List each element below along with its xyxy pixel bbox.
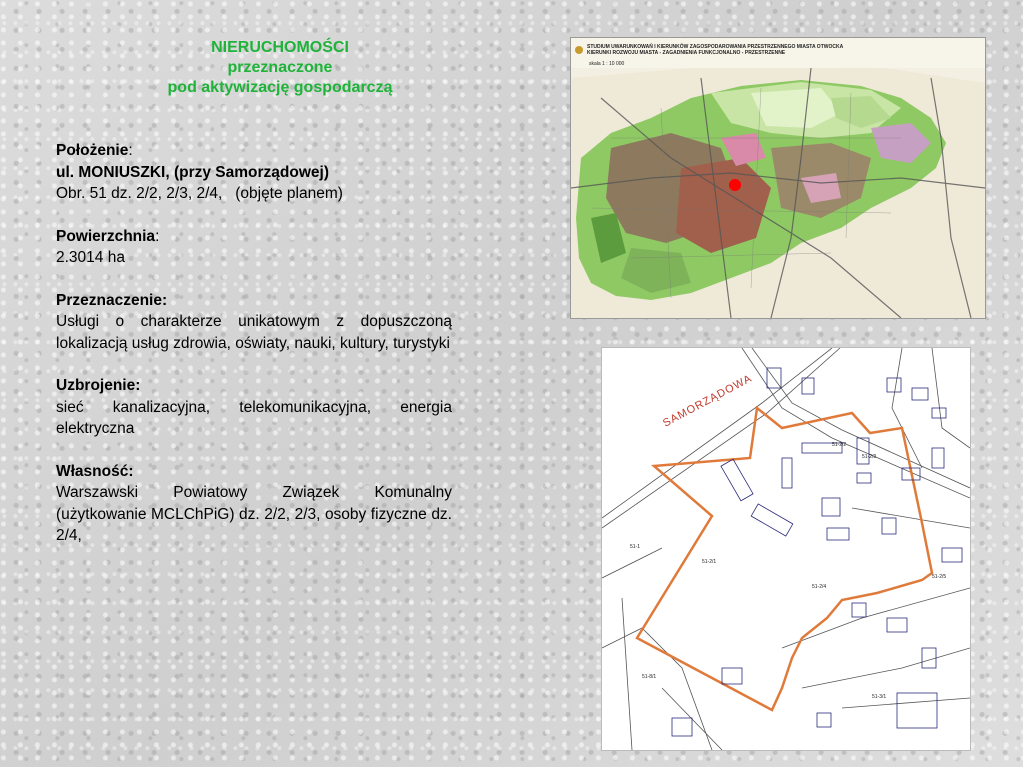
property-details [56, 140, 452, 568]
study-map-header-line-1: STUDIUM UWARUNKOWAŃ I KIERUNKÓW ZAGOSPODAROWANIA PRZESTRZENNEGO MIASTA OTWOCKA [587, 44, 844, 50]
street-label: SAMORZĄDOWA [660, 372, 755, 430]
title-line-1: NIERUCHOMOŚCI [211, 39, 349, 56]
study-map-header-line-2: KIERUNKI ROZWOJU MIASTA - ZAGADNIENIA FUNKCJONALNO - PRZESTRZENNE [587, 50, 786, 56]
svg-text:51-2/4: 51-2/4 [812, 584, 827, 590]
study-map-scale: skala 1 : 10 000 [589, 61, 625, 67]
study-map-image [570, 37, 986, 319]
utilities-label: Uzbrojenie: [56, 377, 141, 394]
area-value: 2.3014 ha [56, 249, 125, 266]
study-map-drawing [571, 38, 985, 318]
area-label: Powierzchnia [56, 227, 156, 245]
svg-text:51-2/5: 51-2/5 [932, 574, 947, 580]
svg-text:51-1: 51-1 [630, 544, 641, 550]
purpose-text: Usługi o charakterze unikatowym z dopuszczoną lokalizacją usług zdrowia, oświaty, nauki, kultury, turystyki [56, 313, 452, 352]
location-plots: Obr. 51 dz. 2/2, 2/3, 2/4, (objęte planem) [56, 185, 343, 202]
svg-text:51-3/1: 51-3/1 [872, 694, 887, 700]
parcel-map-drawing [602, 348, 970, 750]
svg-text:51-2/3: 51-2/3 [862, 454, 877, 460]
parcel-map-image [601, 347, 971, 751]
location-label: Położenie [56, 142, 129, 159]
location-marker [729, 179, 741, 191]
utilities-section [56, 375, 452, 440]
title-line-2: przeznaczone [227, 59, 333, 76]
purpose-label: Przeznaczenie: [56, 291, 168, 309]
ownership-section [56, 461, 452, 547]
svg-text:51-2/2: 51-2/2 [832, 442, 847, 448]
location-section: Położenie: ul. MONIUSZKI, (przy Samorządowej) Obr. 51 dz. 2/2, 2/3, 2/4, (objęte planem) [56, 140, 452, 205]
svg-text:51-2/1: 51-2/1 [702, 559, 717, 565]
ownership-text: Warszawski Powiatowy Związek Komunalny (użytkowanie MCLChPiG) dz. 2/2, 2/3, osoby fizyczne dz. 2/4, [56, 484, 452, 544]
title-line-3: pod aktywizację gospodarczą [167, 79, 393, 96]
ownership-label: Własność: [56, 462, 134, 480]
slide-title [120, 38, 440, 98]
location-address: ul. MONIUSZKI, (przy Samorządowej) [56, 163, 329, 181]
utilities-text: sieć kanalizacyjna, telekomunikacyjna, energia elektryczna [56, 398, 452, 437]
area-section: Powierzchnia: 2.3014 ha [56, 226, 452, 269]
study-map-header [587, 44, 843, 56]
purpose-section [56, 290, 452, 355]
svg-text:51-8/1: 51-8/1 [642, 674, 657, 680]
